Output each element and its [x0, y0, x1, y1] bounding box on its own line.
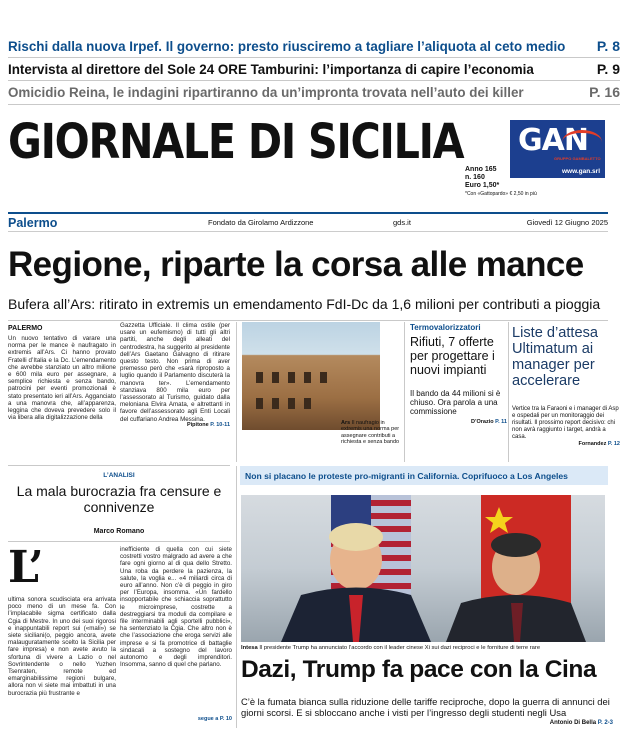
lead-text-2: Gazzetta Ufficiale. Il clima ostile (per usare un eufemismo) di tutti gli altri partiti, anche degli alleati del centrodestra, ha suggerito al presidente dell’Ars Gaetano Galvagno di ritirare questo testo. Non prima di aver premesso però che «sarà riproposto a luglio quando il Parlamento discuterà la manovra ter». L’emendamento stanziava 800 mila euro per l’assessorato al Turismo, guidato dalla meloniana Elvira Amata, e altrettanti in favore dell’assessorato agli Enti Locali del cuffariano Andrea Messina. — [120, 322, 230, 422]
teaser-text: Intervista al direttore del Sole 24 ORE Tamburini: l’importanza di capire l’economia — [8, 61, 534, 77]
lead-subhead: Bufera all’Ars: ritirato in extremis un emendamento FdI-Dc da 1,6 milioni per contributi a pioggia — [8, 296, 601, 312]
lead-text-1: Un nuovo tentativo di varare una norma per le mance è naufragato in extremis all’Ars. Ci hanno provato Fratelli d’Italia e la Dc. L’emendamento che avrebbe stanziato un altro milione e 600 mila euro per assegnare, a semplice richiesta e senza bando, patrocini per eventi promozionali è stato presentato ieri all’Ars. Agganciato a una manovra che, all’apparenza, leggina che doveva prevedere solo il via libera alla digitalizzazione della — [8, 335, 116, 422]
lead-author: Pipitone — [186, 422, 209, 428]
divider — [8, 104, 620, 105]
trump-xi-caption — [241, 645, 608, 651]
divider — [236, 466, 237, 728]
analisi-column-2 — [120, 546, 232, 722]
liste-page: P. 12 — [607, 441, 620, 447]
gan-advert[interactable] — [510, 120, 605, 178]
lead-column-1 — [8, 325, 116, 449]
dazi-author: Antonio Di Bella — [549, 720, 597, 726]
palazzo-photo — [242, 322, 380, 430]
teaser-text: Rischi dalla nuova Irpef. Il governo: presto riusciremo a tagliare l’aliquota al ceto medio — [8, 38, 566, 54]
termo-body: Il bando da 44 milioni si è chiuso. Ora parola a una commissione — [410, 389, 501, 417]
dazi-headline[interactable]: Dazi, Trump fa pace con la Cina — [241, 656, 597, 683]
divider — [508, 322, 509, 462]
lead-byline — [120, 422, 230, 428]
teaser-page: P. 16 — [589, 84, 620, 100]
edition-note: *Con «Gattopardo» € 2,50 in più — [465, 191, 537, 197]
dazi-byline — [550, 718, 613, 729]
lead-column-2 — [120, 322, 230, 428]
palazzo-caption — [341, 420, 401, 446]
dazi-pages: P. 2-3 — [597, 720, 613, 726]
teaser-text: Omicidio Reina, le indagini ripartiranno da un’impronta trovata nell’auto dei killer — [8, 84, 524, 100]
edition-city: Palermo — [8, 215, 58, 230]
teaser-page: P. 8 — [596, 38, 620, 54]
termo-kicker: Termovalorizzatori — [410, 323, 481, 332]
liste-story — [512, 406, 620, 447]
teaser-intervista[interactable] — [8, 58, 620, 80]
divider — [236, 322, 237, 462]
divider — [404, 322, 405, 462]
caption-text: Il naufragio in extremis una norma per assegnare contributi a richiesta e senza bando — [341, 420, 400, 446]
liste-byline — [512, 441, 620, 447]
edition-price: Euro 1,50* — [465, 182, 500, 189]
teaser-page: P. 9 — [596, 61, 620, 77]
lead-kicker: PALERMO — [8, 325, 43, 332]
termo-page: P. 11 — [495, 418, 507, 425]
founded-line: Fondato da Girolamo Ardizzone — [208, 218, 314, 227]
analisi-title: La mala burocrazia fra censure e connivenze — [16, 483, 222, 515]
termo-author: D’Orazio — [471, 418, 494, 425]
dazi-text: C’è la fumata bianca sulla riduzione delle tariffe reciproche, dopo la guerra di annunci dei giorni scorsi. E si sbloccano anche i visti per l’ingresso degli studenti negli Usa — [241, 696, 610, 718]
liste-body: Vertice tra la Faraoni e i manager di Asp e ospedali per un monitoraggio dei risultati. Il prossimo report decisivo: chi non avrà raggiunto i target, andrà a casa. — [512, 406, 619, 440]
analisi-kicker: L’ANALISI — [103, 472, 135, 479]
gan-brand: GAN — [518, 123, 588, 158]
dateline — [8, 212, 608, 232]
analisi-text-1: ultima sonora scudisciata era arrivata poco meno di un mese fa. Con l’implacabile sigma certificato dalla Cgia di Mestre. In uno dei suoi rigorosi e inappuntabili report sui («mali») se siete siciliani(o, peggio ancora, avete malauguratamente scelto la Sicilia per fare impresa) e non avete avuto la sfortuna di vivere a Lazio o nel Sovrintendente o nello Yuzhen Tsenraten, remote ed emarginabilissime regioni bulgare, allora non vi siete mai imbattuti in una burocrazia più frustrante e — [8, 596, 116, 697]
termo-byline — [410, 419, 507, 425]
trump-xi-photo — [241, 495, 605, 642]
analisi-box[interactable] — [8, 462, 230, 515]
dazi-body — [241, 696, 613, 729]
california-band[interactable]: Non si placano le proteste pro-migranti in California. Coprifuoco a Los Angeles — [240, 466, 608, 485]
lead-pages: P. 10-11 — [210, 422, 230, 428]
dropcap: L’ — [8, 542, 44, 593]
liste-author: Fornandez — [578, 441, 607, 447]
termo-headline: Rifiuti, 7 offerte per progettare i nuovi impianti — [410, 335, 495, 377]
lead-headline[interactable]: Regione, riparte la corsa alle mance — [8, 245, 584, 284]
edition-number: n. 160 — [465, 174, 485, 181]
divider — [8, 320, 608, 321]
issue-date: Giovedì 12 Giugno 2025 — [526, 218, 608, 227]
analisi-author: Marco Romano — [93, 528, 145, 535]
analisi-text-2: inefficiente di quella con cui siete costretti vostro malgrado ad avere a che fare ogni giorno al di qua dello Stretto. Una roba da perdere la pazienza, la salute, la voglia e... «4 miliardi circa di euro all’anno. Non c’è di peggio in giro per l’Europa, insomma. «Un fardello insopportabile che schiaccia soprattutto le microimprese, costrette a destreggiarsi tra moduli da compilare e file interminabili agli sportelli pubblici», ha sentenziato la Cgia. Che altro non è che l’associazione che eroga servizi alle imprese e si fa promotrice di battaglie sindacali a sostegno del lavoro autonomo e degli imprenditori. Insomma, sanno di quel che parlano. — [120, 546, 232, 669]
analisi-column-1 — [8, 596, 116, 724]
caption-label: Intesa — [241, 645, 258, 651]
website[interactable]: gds.it — [393, 218, 411, 227]
caption-text: Il presidente Trump ha annunciato l’accordo con il leader cinese Xi sui dazi reciproci e le forniture di terre rare — [259, 645, 541, 651]
edition-year: Anno 165 — [465, 166, 497, 173]
gan-arc-icon — [562, 130, 602, 154]
termo-story[interactable] — [410, 323, 507, 425]
caption-label: Ars — [341, 420, 351, 426]
photo-illustration — [241, 495, 605, 642]
analisi-continue: segue a P. 10 — [197, 716, 232, 722]
liste-headline[interactable]: Liste d’attesa Ultimatum ai manager per accelerare — [512, 325, 598, 389]
teaser-omicidio[interactable] — [8, 81, 620, 103]
masthead-logo: GIORNALE DI SICILIA — [8, 114, 464, 170]
gan-tagline: GRUPPO GAMBALETTO — [554, 156, 601, 161]
gan-url[interactable]: www.gan.srl — [561, 168, 600, 175]
teaser-irpef[interactable] — [8, 35, 620, 57]
